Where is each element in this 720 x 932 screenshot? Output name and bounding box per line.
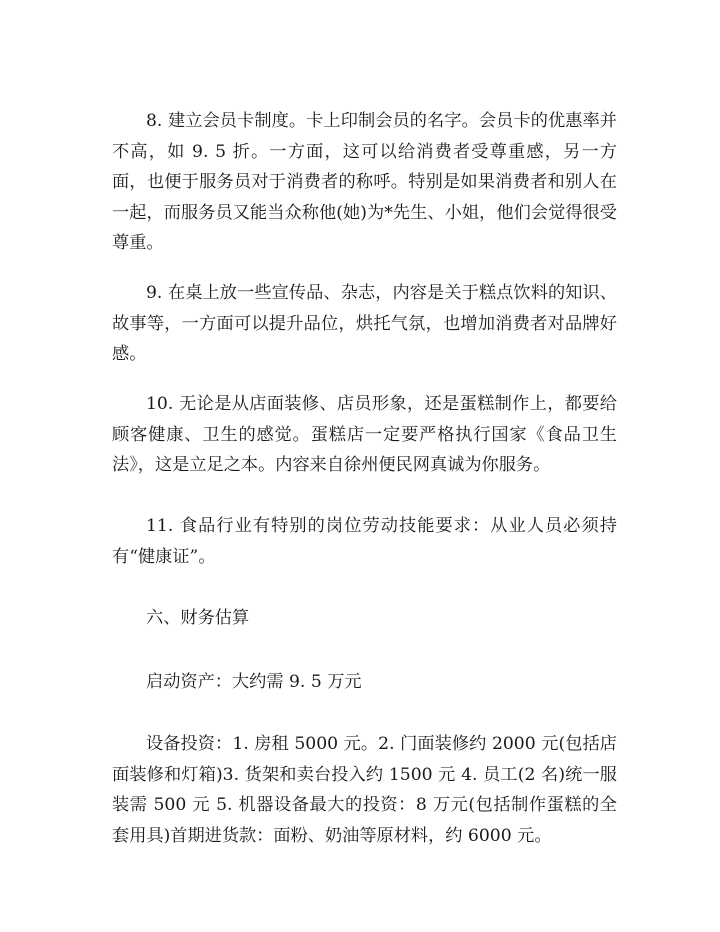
section-heading-financial-estimate: 六、财务估算: [146, 608, 250, 628]
paragraph-health-hygiene: 10. 无论是从店面装修、店员形象，还是蛋糕制作上，都要给顾客健康、卫生的感觉。蛋糕店一定要严格执行国家《食品卫生法》，这是立足之本。内容来自徐州便民网真诚为你服务。: [112, 394, 617, 475]
paragraph-membership-card: 8. 建立会员卡制度。卡上印制会员的名字。会员卡的优惠率并不高，如 9. 5 折。一方面，这可以给消费者受尊重感，另一方面，也便于服务员对于消费者的称呼。特别是如果消费者和别人在一起，而服务员又能当众称他(她)为*先生、小姐，他们会觉得很受尊重。: [112, 111, 617, 253]
paragraph-startup-assets: 启动资产：大约需 9. 5 万元: [146, 672, 362, 692]
paragraph-health-certificate: 11. 食品行业有特别的岗位劳动技能要求：从业人员必须持有“健康证”。: [112, 516, 617, 567]
paragraph-promotional-materials: 9. 在桌上放一些宣传品、杂志，内容是关于糕点饮料的知识、故事等，一方面可以提升品位，烘托气氛，也增加消费者对品牌好感。: [112, 283, 617, 364]
paragraph-equipment-investment: 设备投资：1. 房租 5000 元。2. 门面装修约 2000 元(包括店面装修和灯箱)3. 货架和卖台投入约 1500 元 4. 员工(2 名)统一服装需 500 元 5. 机器设备最大的投资：8 万元(包括制作蛋糕的全套用具)首期进货款：面粉、奶油等原材料，约 6000 元。: [112, 734, 617, 846]
